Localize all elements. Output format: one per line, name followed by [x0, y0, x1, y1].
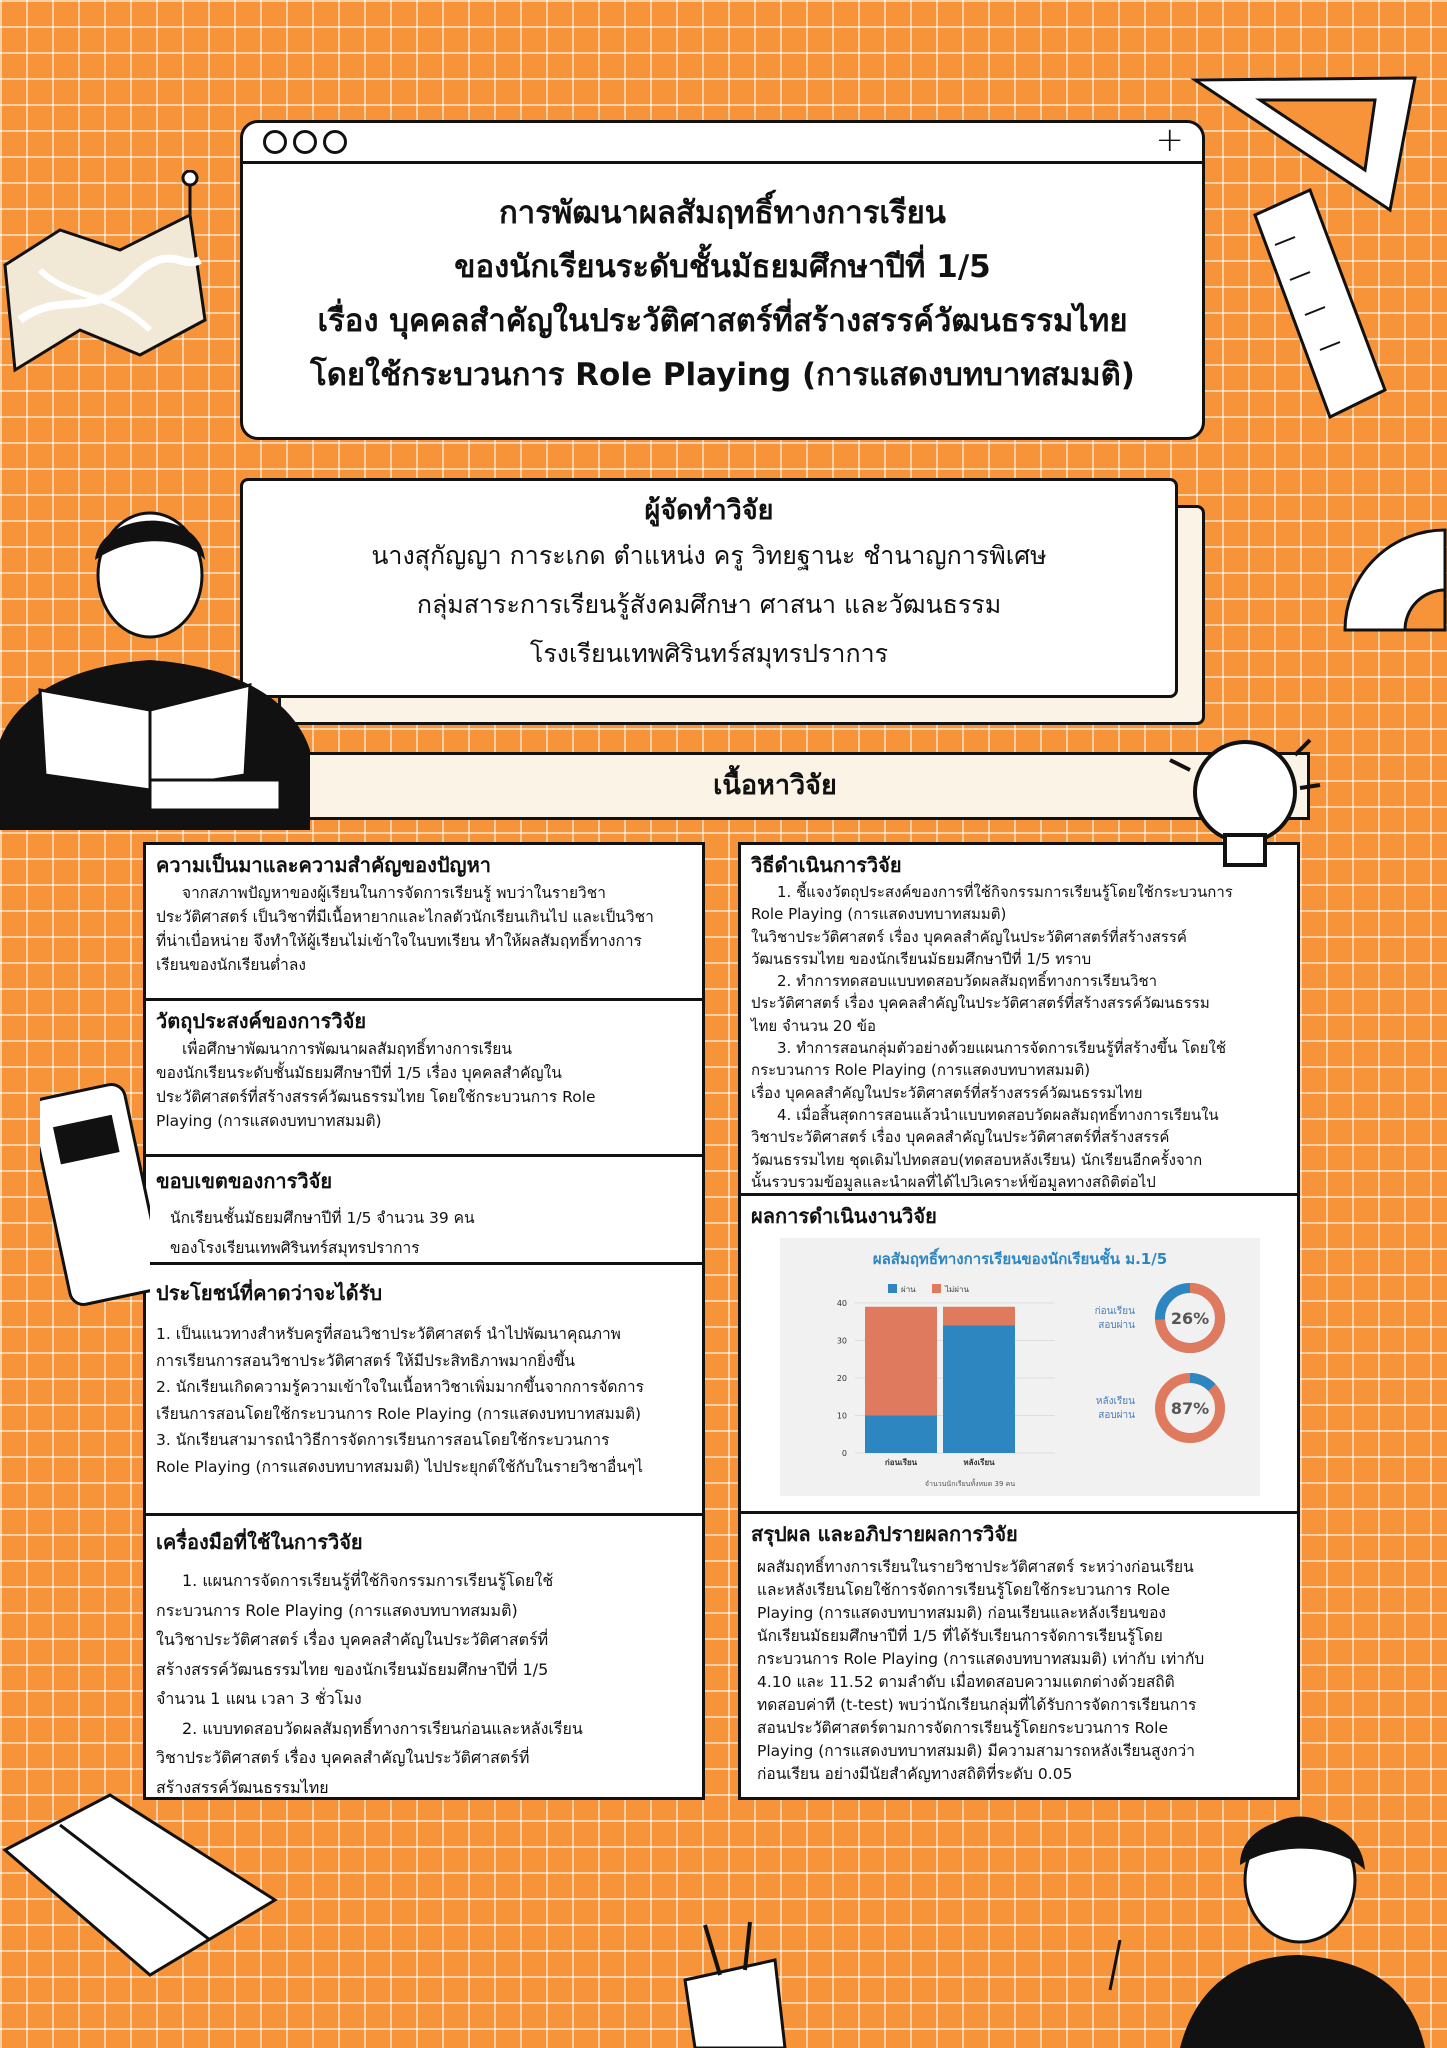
donut-label: สอบผ่าน — [1098, 1320, 1135, 1331]
body-line: เพื่อศึกษาพัฒนาการพัฒนาผลสัมฤทธิ์ทางการเรียน — [182, 1040, 512, 1058]
section-heading: ผลการดำเนินงานวิจัย — [751, 1204, 937, 1228]
calculator-icon — [40, 1082, 150, 1307]
donut-label: สอบผ่าน — [1098, 1410, 1135, 1421]
body-line: 1. แผนการจัดการเรียนรู้ที่ใช้กิจกรรมการเรียนรู้โดยใช้ — [182, 1571, 554, 1590]
body-line: 3. นักเรียนสามารถนำวิธีการจัดการเรียนการสอนโดยใช้กระบวนการ — [156, 1431, 610, 1449]
body-line: กระบวนการ Role Playing (การแสดงบทบาทสมมติ) — [751, 1061, 1091, 1080]
body-line: สร้างสรรค์วัฒนธรรมไทย ของนักเรียนมัธยมศึกษาปีที่ 1/5 — [156, 1659, 549, 1679]
map-icon — [5, 215, 205, 370]
writing-boy-illustration — [1080, 1790, 1447, 2048]
donut-label: ก่อนเรียน — [1094, 1306, 1135, 1317]
title-line: เรื่อง บุคคลสำคัญในประวัติศาสตร์ที่สร้างสรรค์วัฒนธรรมไทย — [317, 303, 1128, 339]
chart-donuts — [1095, 1288, 1220, 1438]
author-heading: ผู้จัดทำวิจัย — [644, 495, 774, 526]
body-line: ของนักเรียนระดับชั้นมัธยมศึกษาปีที่ 1/5 เรื่อง บุคคลสำคัญใน — [156, 1064, 562, 1082]
section-heading: ความเป็นมาและความสำคัญของปัญหา — [156, 853, 492, 877]
body-line: จากสภาพปัญหาของผู้เรียนในการจัดการเรียนรู้ พบว่าในรายวิชา — [182, 884, 606, 902]
section-tools — [146, 1516, 702, 1798]
body-line: นั้นรวบรวมข้อมูลและนำผลที่ได้ไปวิเคราะห์ข้อมูลทางสถิติต่อไป — [751, 1172, 1156, 1191]
light-bulb-illustration — [1160, 720, 1330, 890]
body-line: กระบวนการ Role Playing (การแสดงบทบาทสมมติ) — [156, 1600, 518, 1620]
section-body — [146, 1037, 702, 1133]
pencil-cup-icon — [685, 1960, 785, 2048]
section-background — [146, 845, 702, 998]
body-line: 3. ทำการสอนกลุ่มตัวอย่างด้วยแผนการจัดการเรียนรู้ที่สร้างขึ้น โดยใช้ — [777, 1039, 1227, 1058]
body-line: ของโรงเรียนเทพศิรินทร์สมุทรปราการ — [170, 1239, 420, 1257]
window-dots — [263, 130, 347, 154]
title-window-bar — [243, 120, 1202, 164]
body-line: ประวัติศาสตร์ เป็นวิชาที่มีเนื้อหายากและไกลตัวนักเรียนเกินไป และเป็นวิชา — [156, 908, 654, 926]
body-line: Role Playing (การแสดงบทบาทสมมติ) ไปประยุกต์ใช้กับในรายวิชาอื่นๆไ — [156, 1457, 644, 1476]
body-line: วิชาประวัติศาสตร์ เรื่อง บุคคลสำคัญในประวัติศาสตร์ที่ — [156, 1748, 530, 1767]
body-line: Playing (การแสดงบทบาทสมมติ) มีความสามารถหลังเรียนสูงกว่า — [757, 1742, 1195, 1760]
section-heading: วิธีดำเนินการวิจัย — [751, 853, 902, 877]
body-line: 1. เป็นแนวทางสำหรับครูที่สอนวิชาประวัติศาสตร์ นำไปพัฒนาคุณภาพ — [156, 1325, 621, 1343]
donut-label: หลังเรียน — [1095, 1396, 1135, 1407]
body-line: กระบวนการ Role Playing (การแสดงบทบาทสมมติ) เท่ากับ เท่ากับ — [757, 1650, 1205, 1668]
content-heading: เนื้อหาวิจัย — [240, 752, 1310, 820]
body-line: ไทย จำนวน 20 ข้อ — [751, 1016, 877, 1035]
open-book-illustration — [0, 1790, 285, 1990]
body-line: เรียนของนักเรียนต่ำลง — [156, 956, 306, 974]
chart-footnote: จำนวนนักเรียนทั้งหมด 39 คน — [924, 1480, 1016, 1488]
calculator-illustration — [40, 1080, 150, 1310]
body-line: เรียนการสอนโดยใช้กระบวนการ Role Playing (การแสดงบทบาทสมมติ) — [156, 1404, 642, 1423]
left-column-panel — [143, 842, 705, 1800]
section-benefits — [146, 1265, 702, 1513]
body-line: จำนวน 1 แผน เวลา 3 ชั่วโมง — [156, 1689, 362, 1708]
section-conclusion — [741, 1514, 1297, 1794]
section-body — [146, 1321, 702, 1480]
author-box — [240, 478, 1178, 698]
section-body — [146, 1197, 702, 1263]
body-line: นักเรียนมัธยมศึกษาปีที่ 1/5 ที่ได้รับเรียนการจัดการเรียนรู้โดย — [757, 1627, 1163, 1645]
title-line: การพัฒนาผลสัมฤทธิ์ทางการเรียน — [499, 195, 946, 231]
title-line: ของนักเรียนระดับชั้นมัธยมศึกษาปีที่ 1/5 — [454, 249, 991, 285]
y-tick-label: 10 — [836, 1411, 847, 1421]
legend-swatch — [932, 1284, 941, 1293]
legend-label: ไม่ผ่าน — [945, 1285, 969, 1294]
author-line: โรงเรียนเทพศิรินทร์สมุทรปราการ — [529, 639, 889, 668]
pencil-cup-illustration — [665, 1920, 795, 2048]
y-tick-label: 30 — [836, 1336, 847, 1346]
body-line: ประวัติศาสตร์ที่สร้างสรรค์วัฒนธรรมไทย โดยใช้กระบวนการ Role — [156, 1088, 596, 1106]
section-body — [146, 881, 702, 977]
section-heading: เครื่องมือที่ใช้ในการวิจัย — [156, 1530, 363, 1554]
body-line: สร้างสรรค์วัฒนธรรมไทย — [156, 1777, 329, 1797]
title-line: โดยใช้กระบวนการ Role Playing (การแสดงบทบาทสมมติ) — [310, 357, 1135, 393]
ruler-icon — [1255, 190, 1385, 417]
body-line: ที่น่าเบื่อหน่าย จึงทำให้ผู้เรียนไม่เข้าใจในบทเรียน ทำให้ผลสัมฤทธิ์ทางการ — [156, 932, 642, 950]
y-tick-label: 20 — [836, 1374, 847, 1383]
body-line: ทดสอบค่าที (t-test) พบว่านักเรียนกลุ่มที่ได้รับการจัดการเรียนการ — [757, 1696, 1197, 1714]
body-line: ในวิชาประวัติศาสตร์ เรื่อง บุคคลสำคัญในประวัติศาสตร์ที่ — [156, 1630, 549, 1649]
body-line: สอนประวัติศาสตร์ตามการจัดการเรียนรู้โดยกระบวนการ Role — [757, 1719, 1168, 1737]
author-line: กลุ่มสาระการเรียนรู้สังคมศึกษา ศาสนา และวัฒนธรรม — [416, 590, 1002, 619]
window-dot-icon — [263, 130, 287, 154]
chart-title: ผลสัมฤทธิ์ทางการเรียนของนักเรียนชั้น ม.1/5 — [872, 1250, 1168, 1268]
body-line: ก่อนเรียน อย่างมีนัยสำคัญทางสถิติที่ระดับ 0.05 — [757, 1765, 1073, 1783]
body-line: ผลสัมฤทธิ์ทางการเรียนในรายวิชาประวัติศาสตร์ ระหว่างก่อนเรียน — [757, 1558, 1194, 1576]
bar-segment — [943, 1326, 1015, 1454]
donut-value: 87% — [1170, 1399, 1210, 1418]
body-line: ในวิชาประวัติศาสตร์ เรื่อง บุคคลสำคัญในประวัติศาสตร์ที่สร้างสรรค์ — [751, 927, 1187, 946]
section-body — [741, 1556, 1297, 1786]
y-tick-label: 40 — [836, 1299, 847, 1308]
reading-man-illustration — [0, 490, 315, 830]
legend-swatch — [888, 1284, 897, 1293]
body-line: วัฒนธรรมไทย ของนักเรียนมัธยมศึกษาปีที่ 1/5 ทราบ — [751, 949, 1092, 968]
chart-legend — [888, 1284, 969, 1294]
section-body — [741, 881, 1297, 1193]
section-scope — [146, 1157, 702, 1262]
map-pin-icon — [183, 171, 197, 185]
section-body — [146, 1566, 702, 1800]
y-tick-label: 0 — [841, 1449, 847, 1458]
body-line: Playing (การแสดงบทบาทสมมติ) ก่อนเรียนและหลังเรียนของ — [757, 1604, 1166, 1622]
body-line: 2. ทำการทดสอบแบบทดสอบวัดผลสัมฤทธิ์ทางการเรียนวิชา — [777, 972, 1158, 991]
x-tick-label: หลังเรียน — [963, 1458, 995, 1467]
body-line: และหลังเรียนโดยใช้การจัดการเรียนรู้โดยใช้กระบวนการ Role — [757, 1581, 1171, 1599]
results-chart — [780, 1238, 1260, 1496]
bar-segment — [865, 1416, 937, 1454]
section-heading: ขอบเขตของการวิจัย — [156, 1169, 333, 1193]
body-line: นักเรียนชั้นมัธยมศึกษาปีที่ 1/5 จำนวน 39 คน — [170, 1209, 475, 1227]
body-line: วัฒนธรรมไทย ชุดเดิมไปทดสอบ(ทดสอบหลังเรียน) นักเรียนอีกครั้งจาก — [751, 1150, 1203, 1169]
author-line: นางสุกัญญา การะเกด ตำแหน่ง ครู วิทยฐานะ ชำนาญการพิเศษ — [371, 541, 1047, 570]
body-line: 4.10 และ 11.52 ตามลำดับ เมื่อทดสอบความแตกต่างด้วยสถิติ — [757, 1673, 1175, 1691]
light-bulb-icon — [1195, 742, 1295, 842]
window-dot-icon — [293, 130, 317, 154]
bar-segment — [865, 1307, 937, 1416]
legend-label: ผ่าน — [901, 1285, 916, 1294]
section-objective — [146, 1001, 702, 1154]
map-illustration — [0, 170, 215, 400]
body-line: 4. เมื่อสิ้นสุดการสอนแล้วนำแบบทดสอบวัดผลสัมฤทธิ์ทางการเรียนใน — [777, 1105, 1219, 1124]
x-tick-label: ก่อนเรียน — [884, 1458, 918, 1467]
body-line: Playing (การแสดงบทบาทสมมติ) — [156, 1112, 382, 1130]
section-heading: วัตถุประสงค์ของการวิจัย — [156, 1009, 367, 1033]
body-line: เรื่อง บุคคลสำคัญในประวัติศาสตร์ที่สร้างสรรค์วัฒนธรรมไทย — [751, 1083, 1143, 1102]
bar-segment — [943, 1307, 1015, 1326]
page-title — [243, 164, 1202, 402]
body-line: 1. ชี้แจงวัตถุประสงค์ของการที่ใช้กิจกรรมการเรียนรู้โดยใช้กระบวนการ — [777, 883, 1233, 901]
plus-icon: + — [1155, 120, 1184, 160]
section-heading: สรุปผล และอภิปรายผลการวิจัย — [751, 1522, 1018, 1546]
results-chart-svg — [780, 1238, 1260, 1496]
body-line: 2. แบบทดสอบวัดผลสัมฤทธิ์ทางการเรียนก่อนและหลังเรียน — [182, 1718, 583, 1738]
body-line: วิชาประวัติศาสตร์ เรื่อง บุคคลสำคัญในประวัติศาสตร์ที่สร้างสรรค์ — [751, 1128, 1170, 1147]
body-line: 2. นักเรียนเกิดความรู้ความเข้าใจในเนื้อหาวิชาเพิ่มมากขึ้นจากการจัดการ — [156, 1378, 644, 1396]
donut-value: 26% — [1170, 1309, 1210, 1328]
body-line: การเรียนการสอนวิชาประวัติศาสตร์ ให้มีประสิทธิภาพมากยิ่งขึ้น — [156, 1351, 575, 1370]
window-dot-icon — [323, 130, 347, 154]
body-line: ประวัติศาสตร์ เรื่อง บุคคลสำคัญในประวัติศาสตร์ที่สร้างสรรค์วัฒนธรรม — [751, 994, 1210, 1013]
section-method — [741, 845, 1297, 1193]
section-heading: ประโยชน์ที่คาดว่าจะได้รับ — [156, 1281, 383, 1305]
ruler-illustration — [1250, 185, 1390, 425]
body-line: Role Playing (การแสดงบทบาทสมมติ) — [751, 905, 1007, 924]
chart-bars — [865, 1307, 1015, 1453]
protractor-illustration — [1335, 520, 1447, 640]
title-window — [240, 120, 1205, 440]
